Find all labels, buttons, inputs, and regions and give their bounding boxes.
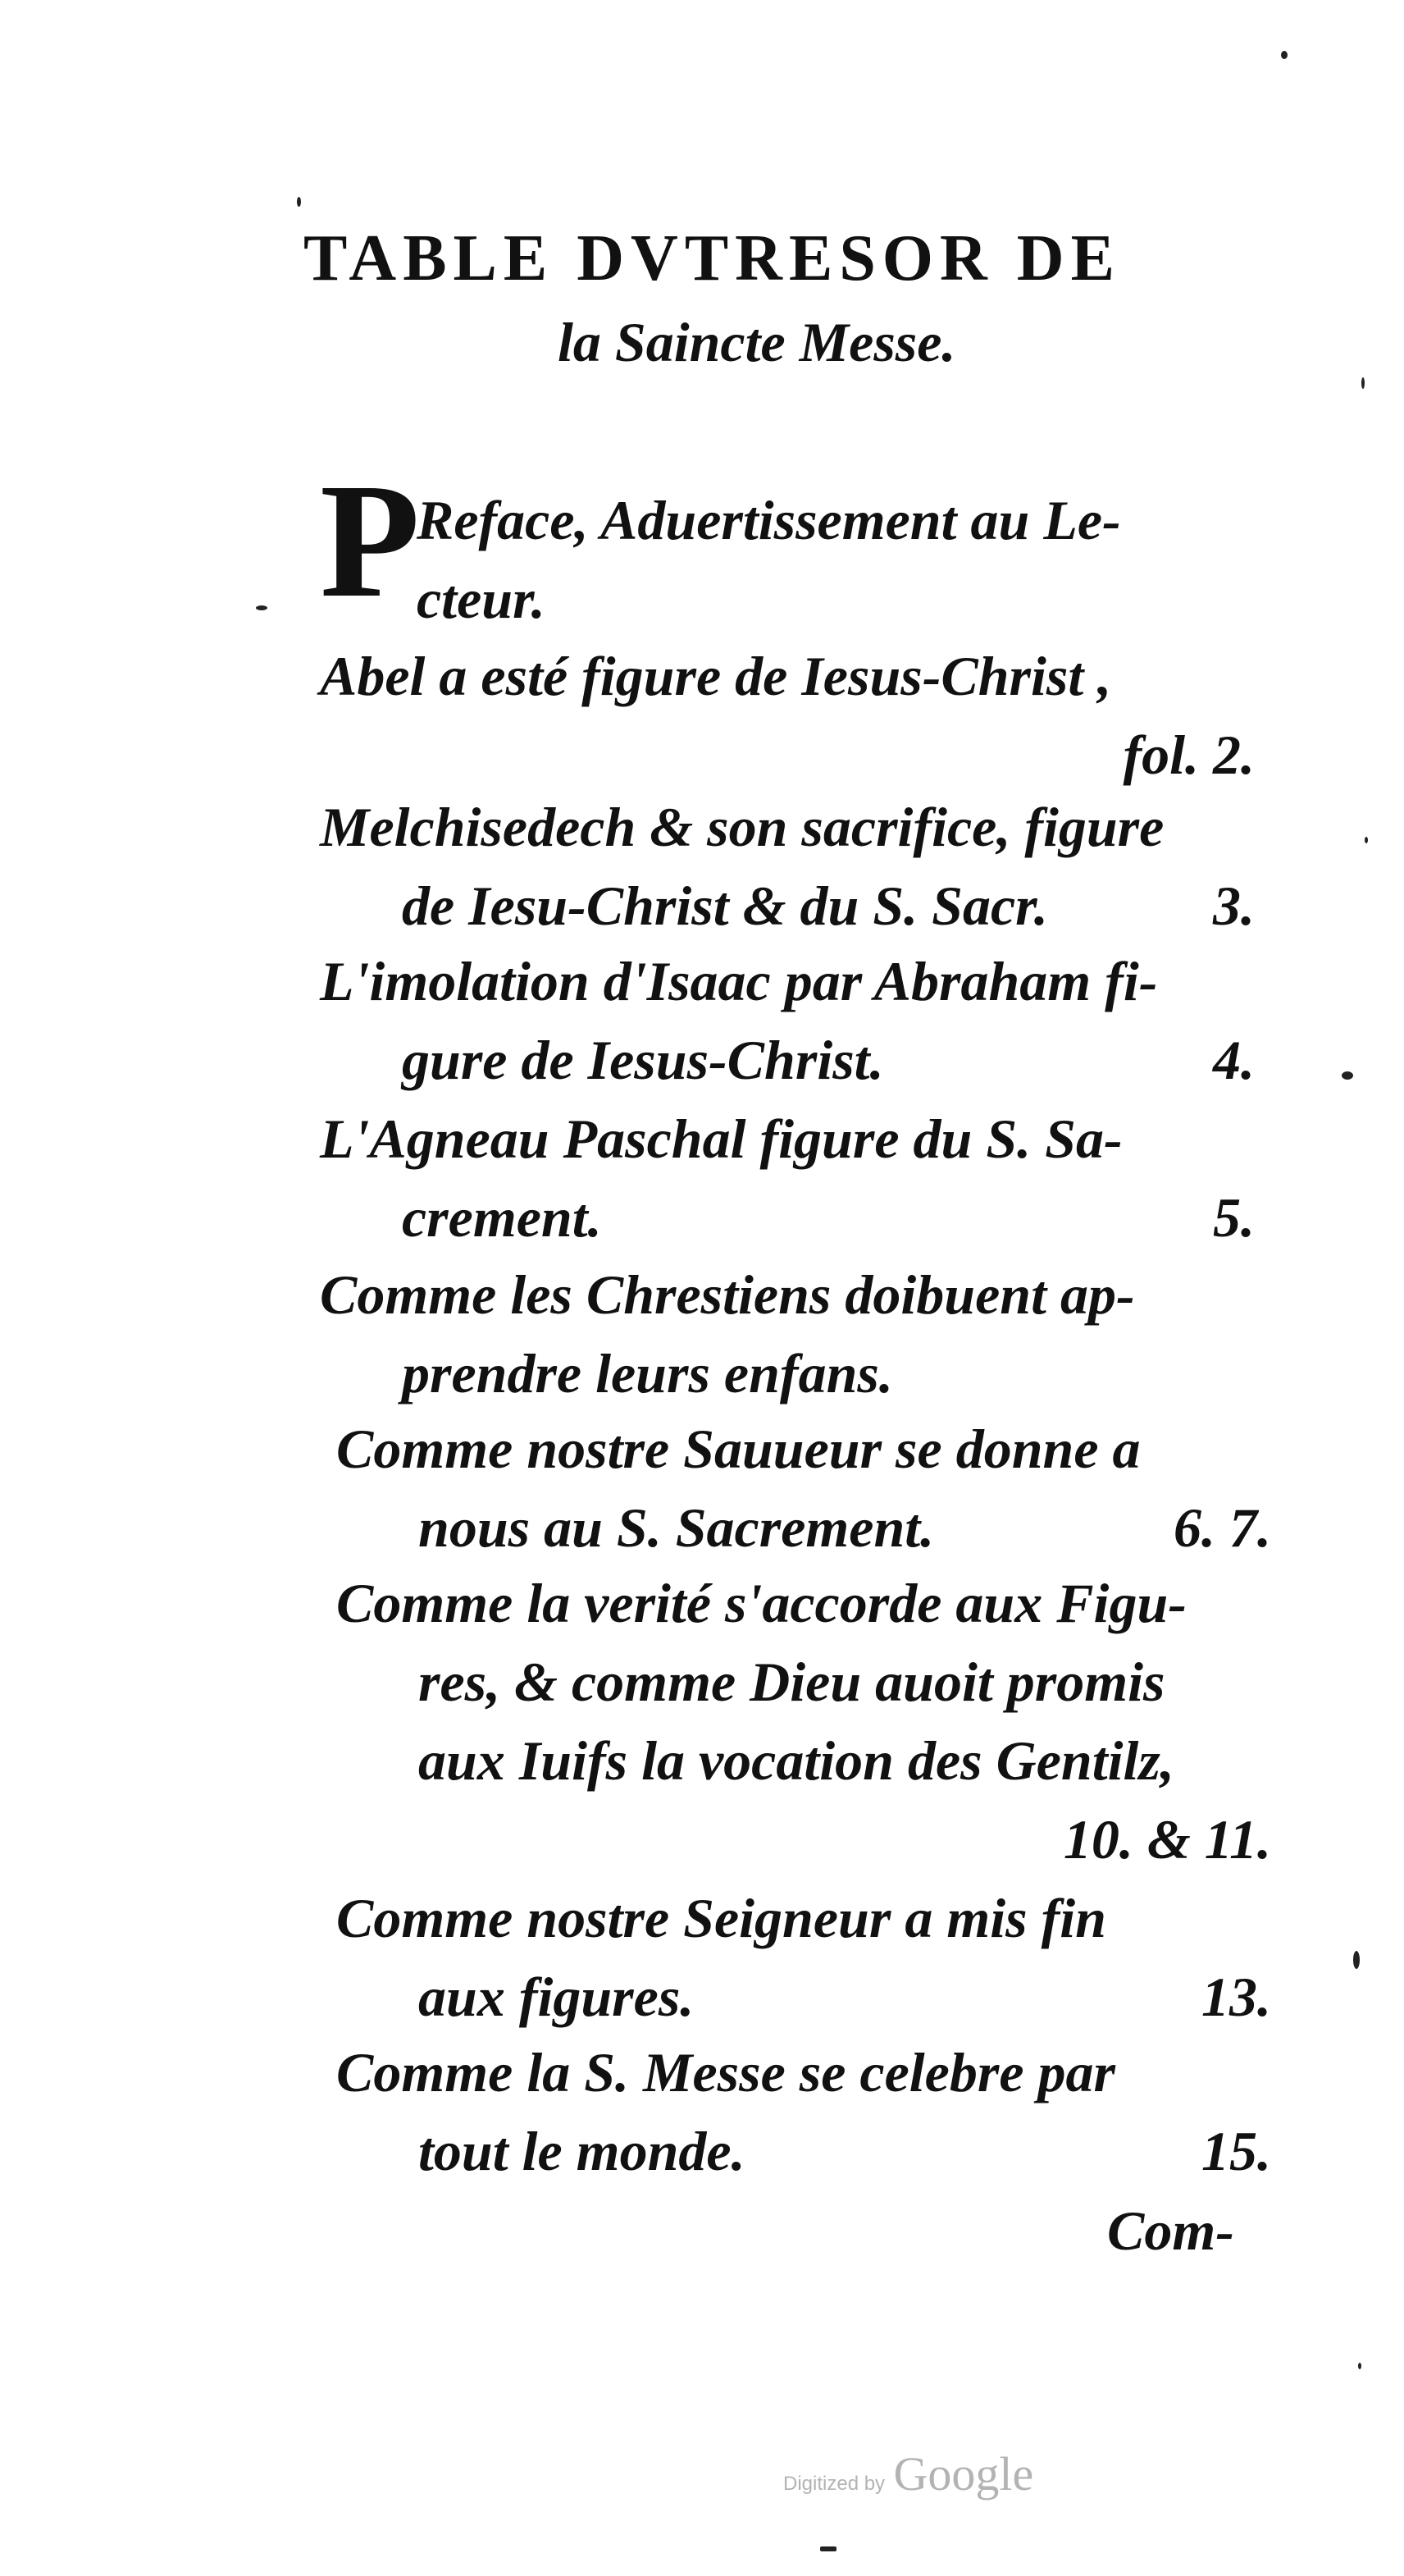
toc-entry <box>336 2033 1288 2190</box>
page-subtitle: la Saincte Messe. <box>558 311 956 373</box>
drop-cap: P <box>320 450 421 632</box>
page-title: TABLE DVTRESOR DE <box>303 222 1121 295</box>
toc-entry-line: Abel a esté figure de Iesus-Christ , <box>320 645 1112 707</box>
toc-entry-line: prendre leurs enfans. <box>402 1342 893 1404</box>
scan-speck <box>1342 1071 1353 1080</box>
toc-entry-line-text: crement. <box>402 1186 602 1249</box>
toc-entry-line-text: de Iesu-Christ & du S. Sacr. <box>402 875 1048 937</box>
toc-entry-line: Comme la verité s'accorde aux Figu- <box>336 1572 1187 1634</box>
toc-entry-line: Comme la S. Messe se celebre par <box>336 2041 1115 2103</box>
toc-entry-line: res, & comme Dieu auoit promis <box>418 1651 1165 1713</box>
toc-entry-folio-line <box>320 715 1271 794</box>
toc-entry <box>336 1879 1288 2036</box>
digitized-watermark <box>783 2446 1033 2501</box>
toc-entry <box>320 1099 1271 1257</box>
toc-entry <box>336 1409 1288 1567</box>
toc-entry-line <box>336 1488 1288 1567</box>
toc-entry-folio: 3. <box>1213 875 1255 937</box>
scan-speck <box>1361 377 1365 389</box>
scan-speck <box>297 197 301 207</box>
toc-entry-line: L'imolation d'Isaac par Abraham fi- <box>320 950 1158 1012</box>
toc-entry-folio: 4. <box>1213 1029 1255 1091</box>
toc-entry-line-text: gure de Iesus-Christ. <box>402 1029 884 1091</box>
toc-entry <box>336 1564 1288 1879</box>
scan-speck <box>820 2546 836 2551</box>
scan-speck <box>1281 51 1288 59</box>
toc-entry <box>320 637 1271 794</box>
toc-entry-line: aux Iuifs la vocation des Gentilz, <box>418 1729 1174 1792</box>
toc-entry-line-text: tout le monde. <box>418 2120 745 2182</box>
toc-entry-line: Melchisedech & son sacrifice, figure <box>320 796 1165 858</box>
digitized-by-label: Digitized by <box>783 2473 886 2495</box>
toc-entry-folio: 15. <box>1201 2120 1271 2182</box>
toc-entry <box>320 1255 1271 1413</box>
toc-entry-line-text: nous au S. Sacrement. <box>418 1496 935 1559</box>
google-logo: Google <box>893 2447 1034 2501</box>
toc-entry-folio: 13. <box>1201 1966 1271 2028</box>
toc-entry <box>320 788 1271 945</box>
toc-entry-folio: 5. <box>1213 1186 1255 1249</box>
scan-speck <box>256 605 267 610</box>
toc-entry <box>320 942 1271 1099</box>
toc-entry-line <box>320 1021 1271 1099</box>
toc-entry-line: Comme nostre Seigneur a mis fin <box>336 1887 1106 1949</box>
toc-entry-line <box>320 1178 1271 1257</box>
scan-speck <box>1365 837 1368 843</box>
toc-entry-line: Reface, Aduertissement au Le- <box>417 489 1121 551</box>
toc-entry-folio-line <box>336 1800 1288 1879</box>
toc-entry-folio: fol. 2. <box>1123 724 1255 786</box>
toc-entry-folio: 6. 7. <box>1174 1496 1271 1559</box>
toc-entry-line <box>336 1957 1288 2036</box>
toc-entry-line: cteur. <box>417 568 545 630</box>
toc-entry-line: Comme les Chrestiens doibuent ap- <box>320 1263 1135 1326</box>
toc-entry-line <box>320 866 1271 945</box>
toc-entry-line: Comme nostre Sauueur se donne a <box>336 1418 1141 1480</box>
toc-entry-preface <box>417 481 1121 638</box>
toc-entry-line: L'Agneau Paschal figure du S. Sa- <box>320 1108 1123 1170</box>
scan-speck <box>1358 2363 1361 2369</box>
toc-entry-line <box>336 2112 1288 2190</box>
catchword: Com- <box>1107 2199 1234 2262</box>
toc-entry-folio: 10. & 11. <box>1063 1808 1271 1870</box>
toc-entry-line-text: aux figures. <box>418 1966 695 2028</box>
scan-speck <box>1353 1951 1360 1969</box>
